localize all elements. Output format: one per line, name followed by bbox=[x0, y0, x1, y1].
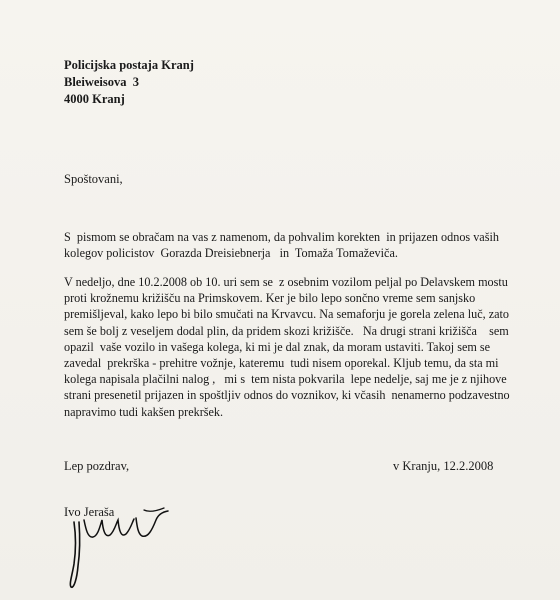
text-line: V nedeljo, dne 10.2.2008 ob 10. uri sem se z osebnim vozilom peljal po Delavskem mostu bbox=[64, 275, 508, 289]
text-line: napravimo tudi kakšen prekršek. bbox=[64, 404, 224, 419]
recipient-street: Bleiweisova 3 bbox=[64, 75, 139, 89]
text-line: strani presenetil prijazen in spoštljiv odnos do voznikov, ki včasih nenamerno podzavestno bbox=[64, 388, 510, 403]
recipient-name: Policijska postaja Kranj bbox=[64, 58, 194, 72]
text-line: proti krožnemu križišču na Primskovem. Ker je bilo lepo sončno vreme sem sanjsko bbox=[64, 291, 476, 306]
recipient-city: 4000 Kranj bbox=[64, 92, 125, 106]
text-line: premišljeval, kako lepo bi bilo smučati na Krvavcu. Na semaforju je gorela zelena luč, zato bbox=[64, 307, 510, 322]
text-line: kolega napisala plačilni nalog , mi s tem nista pokvarila lepe nedelje, saj me je z njihove bbox=[64, 372, 507, 387]
text-line: kolegov policistov Gorazda Dreisiebnerja in Tomaža Tomaževiča. bbox=[64, 246, 398, 261]
handwritten-signature bbox=[60, 490, 180, 590]
text-line: opazil vaše vozilo in vašega kolega, ki mi je dal znak, da moram ustaviti. Takoj sem se bbox=[64, 339, 491, 354]
salutation: Spoštovani, bbox=[64, 172, 123, 186]
paragraph-story bbox=[64, 274, 534, 420]
text-line: S pismom se obračam na vas z namenom, da pohvalim korekten in prijazen odnos vaših bbox=[64, 230, 499, 244]
closing: Lep pozdrav, bbox=[64, 459, 130, 473]
recipient-address bbox=[64, 57, 194, 108]
signer-name: Ivo Jeraša bbox=[64, 505, 115, 519]
place-date: v Kranju, 12.2.2008 bbox=[393, 459, 494, 473]
text-line: zavedal prekrška - prehitre vožnje, kateremu tudi nisem oporekal. Kljub temu, da sta mi bbox=[64, 356, 499, 371]
paragraph-intro bbox=[64, 229, 534, 261]
text-line: sem še bolj z veseljem dodal plin, da pridem skozi križišče. Na drugi strani križišča sem bbox=[64, 323, 509, 338]
